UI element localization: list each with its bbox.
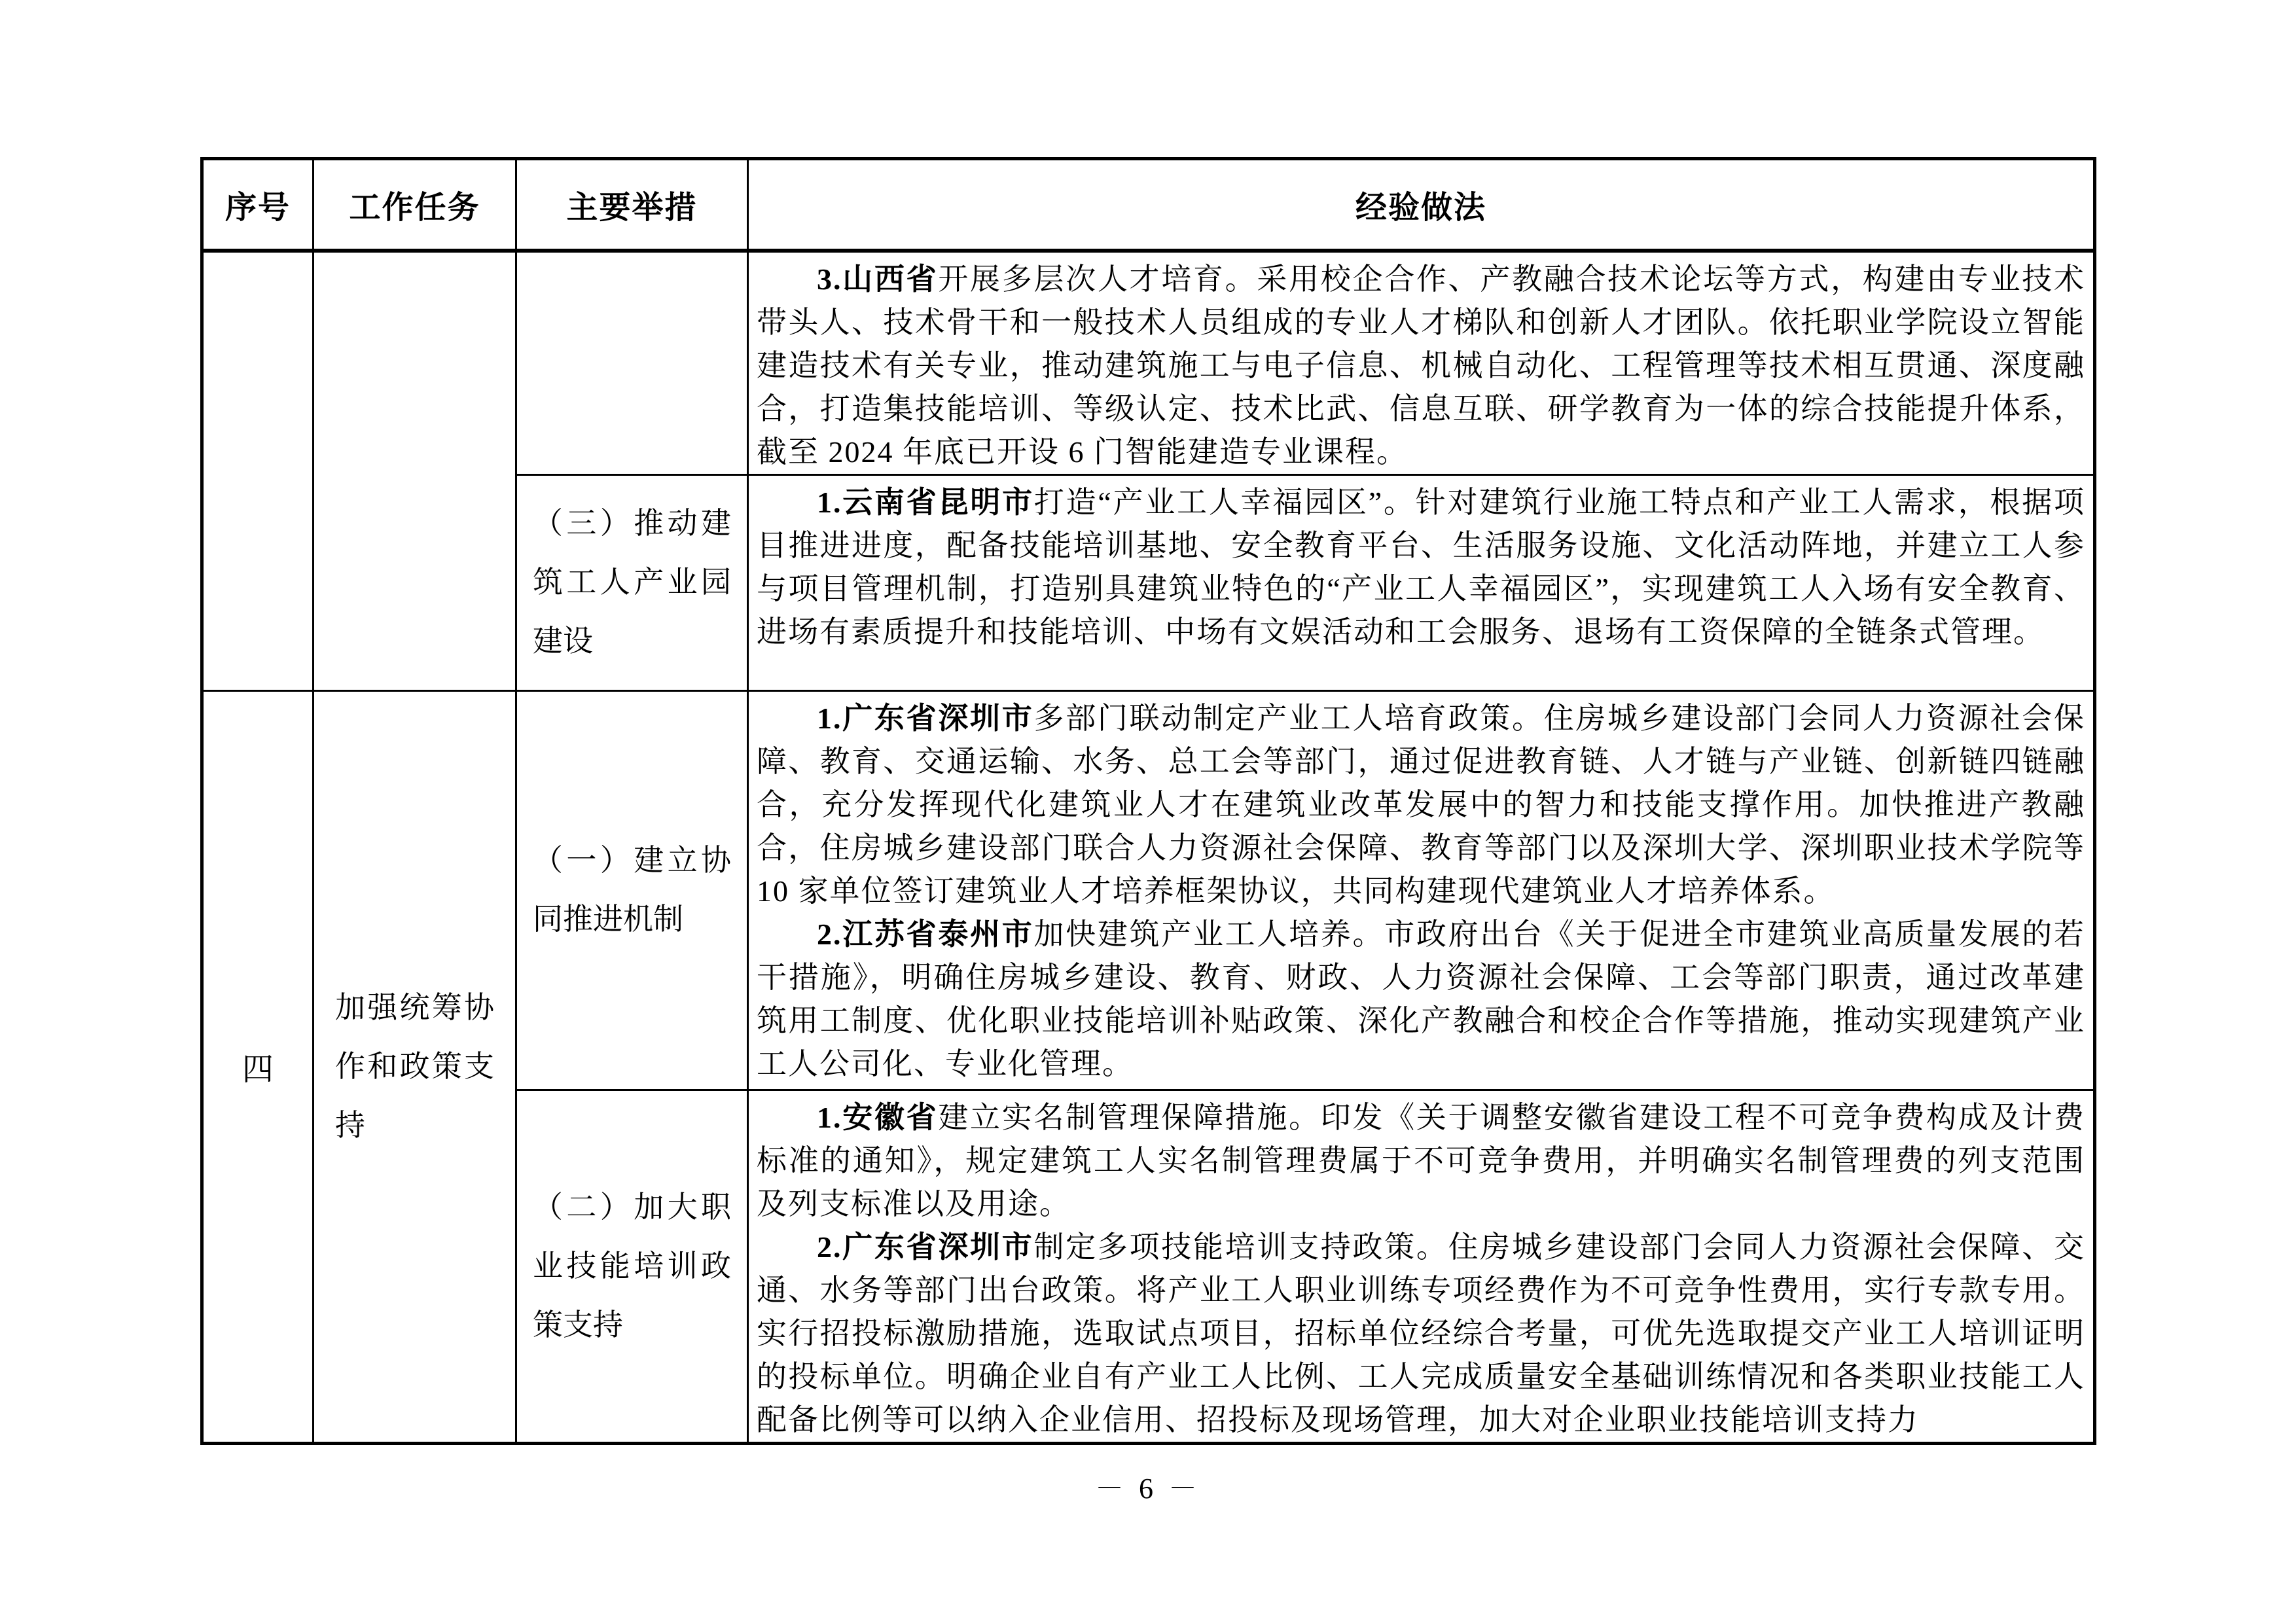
seq-cell-continuation xyxy=(202,251,314,691)
experience-paragraph: 1.安徽省建立实名制管理保障措施。印发《关于调整安徽省建设工程不可竞争费构成及计费标准的通知》，规定建筑工人实名制管理费属于不可竞争费用，并明确实名制管理费的列支范围及列支标准以及用途。 xyxy=(757,1100,2086,1221)
experience-paragraph: 1.云南省昆明市打造“产业工人幸福园区”。针对建筑行业施工特点和产业工人需求，根据项目推进进度，配备技能培训基地、安全教育平台、生活服务设施、文化活动阵地，并建立工人参与项目管理机制，打造别具建筑业特色的“产业工人幸福园区”，实现建筑工人入场有安全教育、进场有素质提升和技能培训、中场有文娱活动和工会服务、退场有工资保障的全链条式管理。 xyxy=(757,485,2086,649)
measure-cell: （三）推动建筑工人产业园建设 xyxy=(516,474,748,690)
province-lead: 2.江苏省泰州市 xyxy=(817,917,1034,951)
experience-paragraph: 3.山西省开展多层次人才培育。采用校企合作、产教融合技术论坛等方式，构建由专业技术带头人、技术骨干和一般技术人员组成的专业人才梯队和创新人才团队。依托职业学院设立智能建造技术有关专业，推动建筑施工与电子信息、机械自动化、工程管理等技术相互贯通、深度融合，打造集技能培训、等级认定、技术比武、信息互联、研学教育为一体的综合技能提升体系，截至 2024 年底已开设 6 门智能建造专业课程。 xyxy=(757,262,2086,469)
province-lead: 1.云南省昆明市 xyxy=(817,485,1034,519)
province-lead: 1.安徽省 xyxy=(817,1100,939,1134)
province-lead: 3.山西省 xyxy=(817,262,939,296)
table-row xyxy=(202,690,2095,1090)
header-seq: 序号 xyxy=(202,159,314,251)
experience-paragraph: 2.江苏省泰州市加快建筑产业工人培养。市政府出台《关于促进全市建筑业高质量发展的若干措施》，明确住房城乡建设、教育、财政、人力资源社会保障、工会等部门职责，通过改革建筑用工制度、优化职业技能培训补贴政策、深化产教融合和校企合作等措施，推动实现建筑产业工人公司化、专业化管理。 xyxy=(757,917,2086,1080)
experience-cell xyxy=(748,474,2095,690)
measure-cell: （二）加大职业技能培训政策支持 xyxy=(516,1090,748,1443)
province-lead: 2.广东省深圳市 xyxy=(817,1230,1034,1264)
experience-table xyxy=(200,157,2096,1445)
experience-cell xyxy=(748,1090,2095,1443)
measure-cell-continuation xyxy=(516,251,748,475)
task-cell-continuation xyxy=(314,251,516,691)
measure-cell: （一）建立协同推进机制 xyxy=(516,690,748,1090)
experience-cell xyxy=(748,690,2095,1090)
task-cell: 加强统筹协作和政策支持 xyxy=(314,690,516,1443)
header-experience: 经验做法 xyxy=(748,159,2095,251)
table-header-row xyxy=(202,159,2095,251)
header-task: 工作任务 xyxy=(314,159,516,251)
province-lead: 1.广东省深圳市 xyxy=(817,701,1034,735)
seq-cell: 四 xyxy=(202,690,314,1443)
header-measure: 主要举措 xyxy=(516,159,748,251)
experience-cell xyxy=(748,251,2095,475)
experience-paragraph: 1.广东省深圳市多部门联动制定产业工人培育政策。住房城乡建设部门会同人力资源社会保障、教育、交通运输、水务、总工会等部门，通过促进教育链、人才链与产业链、创新链四链融合，充分发挥现代化建筑业人才在建筑业改革发展中的智力和技能支撑作用。加快推进产教融合，住房城乡建设部门联合人力资源社会保障、教育等部门以及深圳大学、深圳职业技术学院等 10 家单位签订建筑业人才培养框架协议，共同构建现代建筑业人才培养体系。 xyxy=(757,701,2086,908)
page-number: － 6 － xyxy=(1095,1472,1201,1505)
table-row xyxy=(202,251,2095,475)
experience-paragraph: 2.广东省深圳市制定多项技能培训支持政策。住房城乡建设部门会同人力资源社会保障、交通、水务等部门出台政策。将产业工人职业训练专项经费作为不可竞争性费用，实行专款专用。实行招投标激励措施，选取试点项目，招标单位经综合考量，可优先选取提交产业工人培训证明的投标单位。明确企业自有产业工人比例、工人完成质量安全基础训练情况和各类职业技能工人配备比例等可以纳入企业信用、招投标及现场管理，加大对企业职业技能培训支持力 xyxy=(757,1230,2086,1436)
